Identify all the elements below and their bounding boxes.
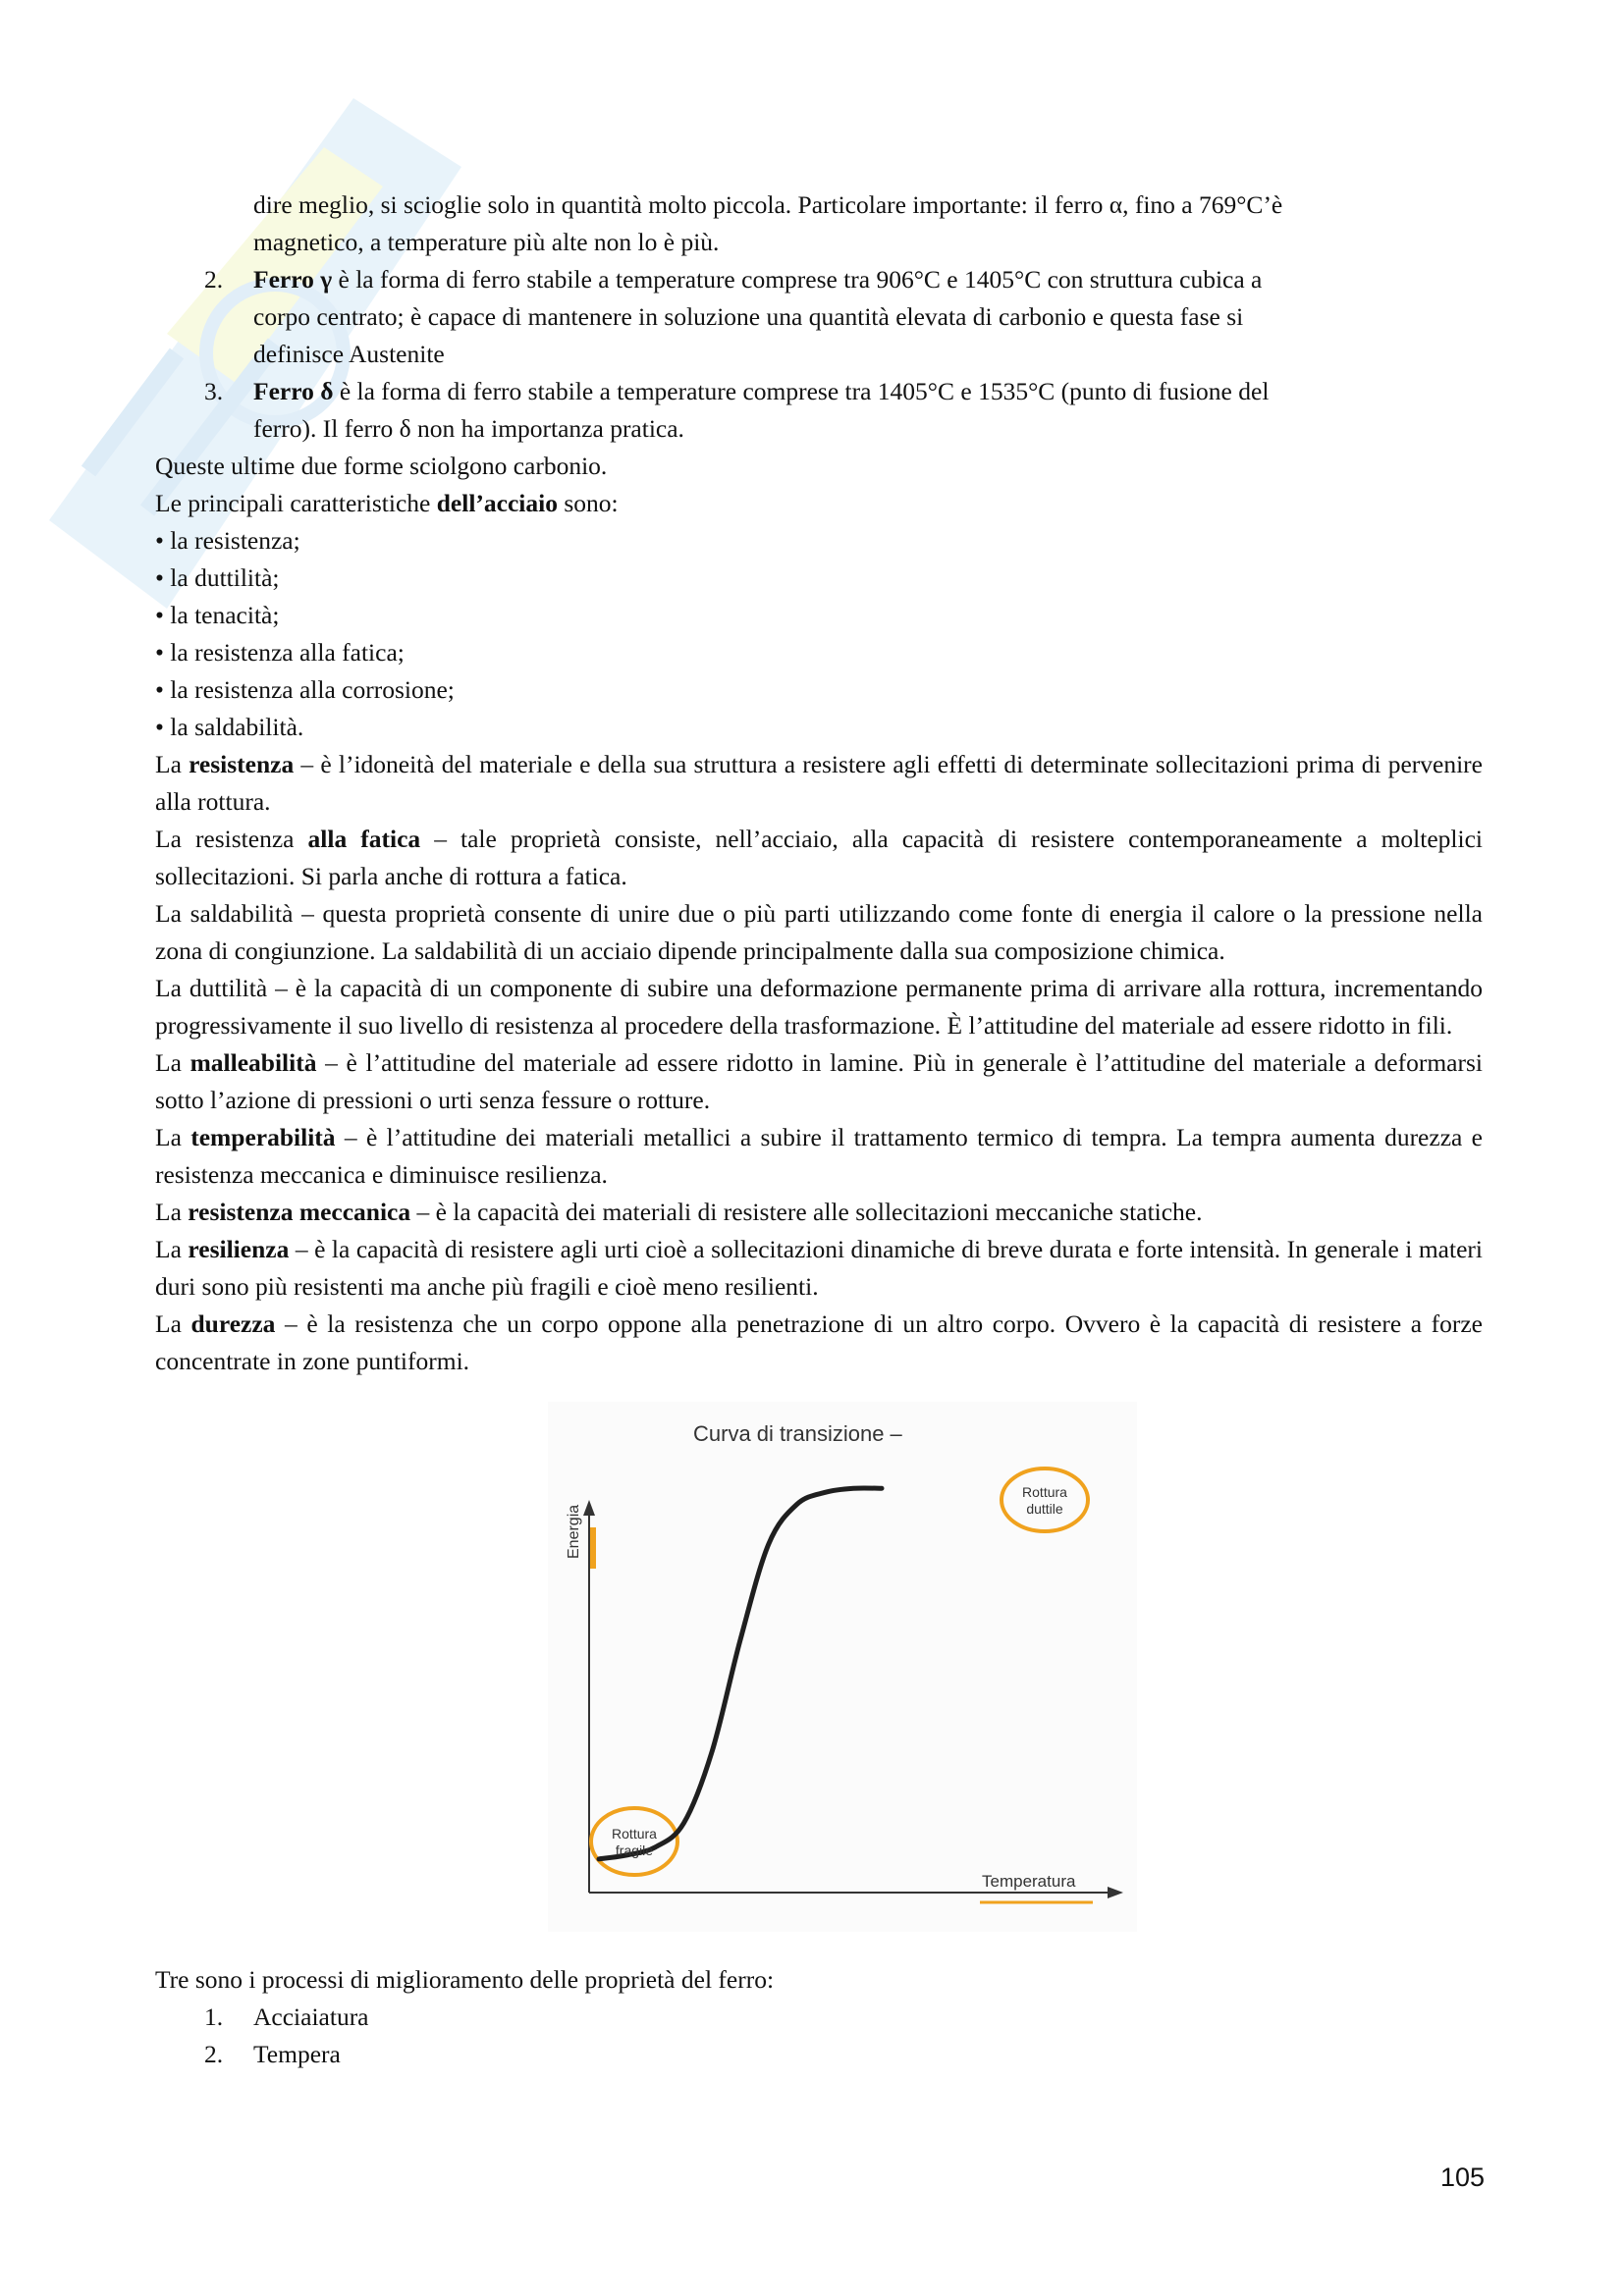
term-bold: Ferro γ bbox=[253, 265, 333, 294]
text-line: ferro). Il ferro δ non ha importanza pratica. bbox=[253, 414, 684, 443]
text-span: è la forma di ferro stabile a temperature comprese tra 1405°C e 1535°C (punto di fusione del bbox=[333, 377, 1270, 405]
label-rottura-fragile: Rottura fragile bbox=[612, 1826, 657, 1858]
list-number: 3. bbox=[204, 377, 224, 405]
paragraph-duttilita: La duttilità – è la capacità di un componente di subire una deformazione permanente prima di arrivare alla rottura, incrementando progressivamente il suo livello di resistenza al procedere della trasformazione. È l’attitudine del materiale ad essere ridotto in fili. bbox=[155, 974, 1483, 1040]
paragraph-resistenza-meccanica: La resistenza meccanica – è la capacità dei materiali di resistere alle sollecitazioni meccaniche statiche. bbox=[155, 1198, 1203, 1226]
text-line: Queste ultime due forme sciolgono carbonio. bbox=[155, 452, 608, 480]
label-rottura-duttile: Rottura duttile bbox=[1022, 1484, 1067, 1517]
page-body bbox=[155, 187, 1483, 2073]
list-item-acciaiatura bbox=[155, 1999, 1483, 2036]
x-axis-arrow bbox=[1108, 1887, 1123, 1898]
paragraph-malleabilita: La malleabilità – è l’attitudine del materiale ad essere ridotto in lamine. Più in generale è l’attitudine del materiale a deformarsi sotto l’azione di pressioni o urti senza fessure o rotture. bbox=[155, 1048, 1483, 1114]
list-number: 2. bbox=[204, 2040, 224, 2068]
y-axis-label: Energia bbox=[566, 1504, 582, 1559]
text-line: definisce Austenite bbox=[253, 340, 445, 368]
list-item-ferro-gamma bbox=[155, 261, 1483, 373]
paragraph-saldabilita: La saldabilità – questa proprietà consente di unire due o più parti utilizzando come fonte di energia il calore o la pressione nella zona di congiunzione. La saldabilità di un acciaio dipende principalmente dalla sua composizione chimica. bbox=[155, 899, 1483, 965]
paragraph-durezza: La durezza – è la resistenza che un corpo oppone alla penetrazione di un altro corpo. Ovvero è la capacità di resistere a forze concentrate in zone puntiformi. bbox=[155, 1309, 1483, 1375]
text-line: dire meglio, si scioglie solo in quantità molto piccola. Particolare importante: il ferro α, fino a 769°C’è bbox=[253, 190, 1283, 219]
transition-curve-line bbox=[599, 1488, 882, 1859]
text-span: è la forma di ferro stabile a temperature comprese tra 906°C e 1405°C con struttura cubica a bbox=[332, 265, 1263, 294]
text-line: Tre sono i processi di miglioramento delle proprietà del ferro: bbox=[155, 1965, 775, 1994]
bullet-item: • la resistenza alla corrosione; bbox=[155, 675, 455, 704]
bullet-item: • la tenacità; bbox=[155, 601, 280, 629]
text-line: Acciaiatura bbox=[253, 2002, 369, 2031]
paragraph-resilienza: La resilienza – è la capacità di resistere agli urti cioè a sollecitazioni dinamiche di breve durata e forte intensità. In generale i materi duri sono più resistenti ma anche più fragili e cioè meno resilienti. bbox=[155, 1235, 1483, 1301]
text-line: Tempera bbox=[253, 2040, 341, 2068]
paragraph-temperabilita: La temperabilità – è l’attitudine dei materiali metallici a subire il trattamento termico di tempra. La tempra aumenta durezza e resistenza meccanica e diminuisce resilienza. bbox=[155, 1123, 1483, 1189]
text-line: magnetico, a temperature più alte non lo è più. bbox=[253, 228, 720, 256]
x-axis-label: Temperatura bbox=[982, 1872, 1076, 1891]
text-line: corpo centrato; è capace di mantenere in soluzione una quantità elevata di carbonio e questa fase si bbox=[253, 302, 1244, 331]
transition-curve-figure bbox=[548, 1402, 1137, 1932]
page-number: 105 bbox=[1439, 2163, 1485, 2192]
bullet-item: • la resistenza; bbox=[155, 526, 300, 555]
term-bold: Ferro δ bbox=[253, 377, 334, 405]
bullet-item: • la saldabilità. bbox=[155, 713, 304, 741]
chart-title: Curva di transizione – bbox=[693, 1421, 902, 1446]
term-bold: dell’acciaio bbox=[436, 489, 558, 517]
bullet-item: • la resistenza alla fatica; bbox=[155, 638, 405, 667]
paragraph-resistenza: La resistenza – è l’idoneità del materiale e della sua struttura a resistere agli effetti di determinate sollecitazioni prima di pervenire alla rottura. bbox=[155, 750, 1483, 816]
list-number: 1. bbox=[204, 2002, 224, 2031]
text-line: Le principali caratteristiche dell’acciaio sono: bbox=[155, 489, 619, 517]
bullet-item: • la duttilità; bbox=[155, 563, 280, 592]
list-number: 2. bbox=[204, 265, 224, 294]
list-item-tempera bbox=[155, 2036, 1483, 2073]
paragraph-fatica: La resistenza alla fatica – tale proprietà consiste, nell’acciaio, alla capacità di resistere contemporaneamente a molteplici sollecitazioni. Si parla anche di rottura a fatica. bbox=[155, 825, 1483, 890]
list-item-ferro-delta bbox=[155, 373, 1483, 448]
